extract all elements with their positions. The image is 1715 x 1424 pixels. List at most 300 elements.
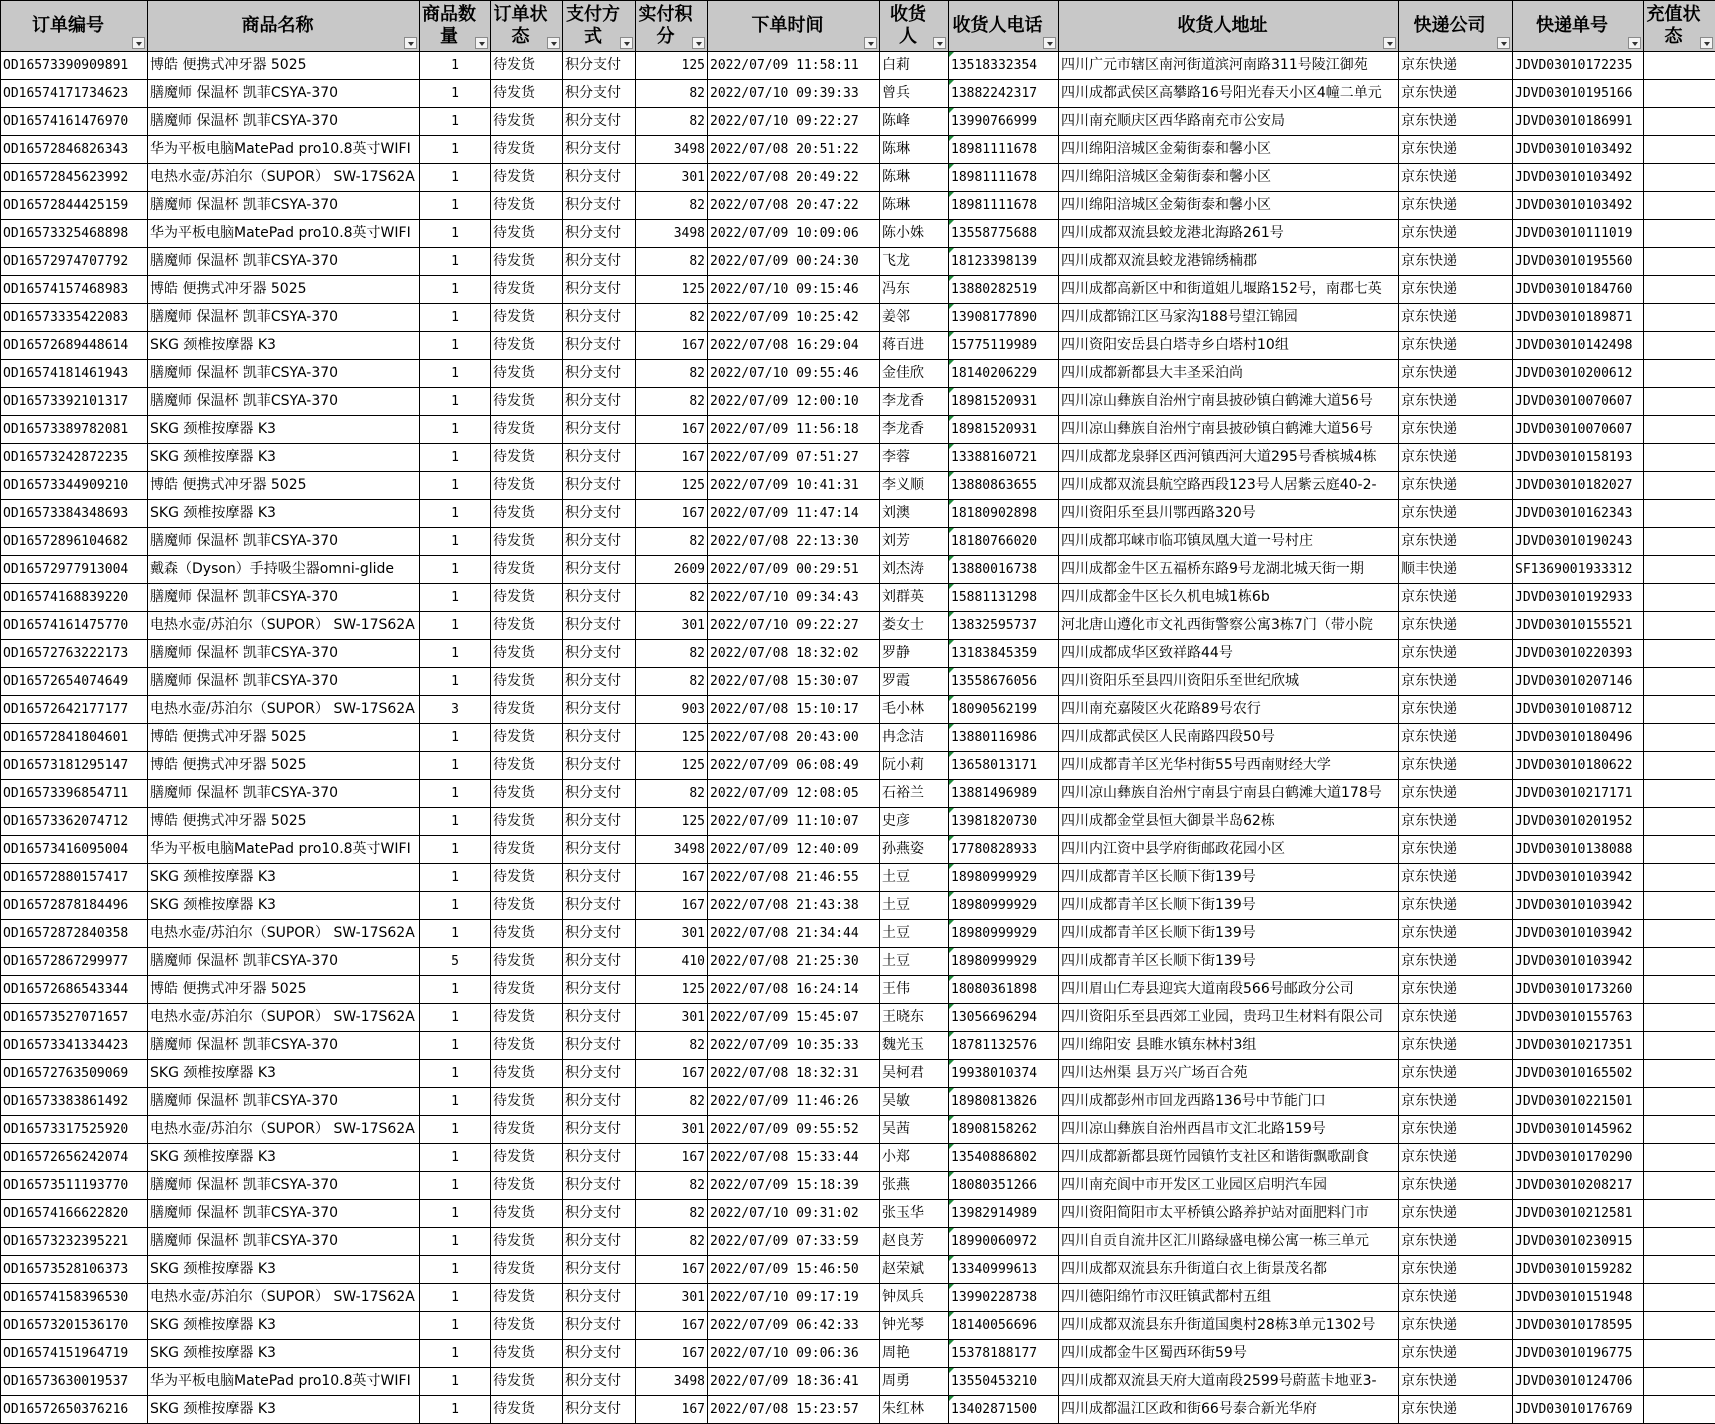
filter-dropdown-icon[interactable] (1383, 37, 1396, 49)
cell-pay[interactable]: 积分支付 (563, 696, 636, 724)
filter-dropdown-icon[interactable] (1497, 37, 1510, 49)
cell-receiver[interactable]: 陈琳 (880, 136, 949, 164)
cell-name[interactable]: 博皓 便携式冲牙器 5025 (148, 472, 420, 500)
cell-pay[interactable]: 积分支付 (563, 1396, 636, 1424)
cell-status[interactable]: 待发货 (491, 752, 563, 780)
cell-name[interactable]: 膳魔师 保温杯 凯菲CSYA-370 (148, 640, 420, 668)
cell-points[interactable]: 3498 (636, 136, 708, 164)
cell-time[interactable]: 2022/07/08 21:25:30 (708, 948, 880, 976)
cell-qty[interactable]: 5 (420, 948, 491, 976)
cell-tracking[interactable]: JDVD03010176769 (1513, 1396, 1644, 1424)
cell-phone[interactable]: 18980813826 (949, 1088, 1059, 1116)
cell-courier[interactable]: 京东快递 (1399, 528, 1513, 556)
cell-address[interactable]: 四川资阳简阳市太平桥镇公路养护站对面肥料门市 (1059, 1200, 1399, 1228)
cell-receiver[interactable]: 石裕兰 (880, 780, 949, 808)
cell-id[interactable]: OD16572763509069 (1, 1060, 148, 1088)
cell-time[interactable]: 2022/07/08 18:32:31 (708, 1060, 880, 1088)
cell-pay[interactable]: 积分支付 (563, 640, 636, 668)
cell-phone[interactable]: 15881131298 (949, 584, 1059, 612)
cell-qty[interactable]: 1 (420, 1396, 491, 1424)
cell-pay[interactable]: 积分支付 (563, 276, 636, 304)
cell-time[interactable]: 2022/07/08 15:30:07 (708, 668, 880, 696)
filter-dropdown-icon[interactable] (1700, 37, 1713, 49)
cell-status[interactable]: 待发货 (491, 1368, 563, 1396)
cell-pay[interactable]: 积分支付 (563, 920, 636, 948)
cell-qty[interactable]: 1 (420, 976, 491, 1004)
cell-charge[interactable] (1644, 528, 1715, 556)
cell-pay[interactable]: 积分支付 (563, 472, 636, 500)
cell-points[interactable]: 301 (636, 1004, 708, 1032)
cell-receiver[interactable]: 陈峰 (880, 108, 949, 136)
cell-courier[interactable]: 京东快递 (1399, 612, 1513, 640)
cell-address[interactable]: 四川凉山彝族自治州宁南县披砂镇白鹤滩大道56号 (1059, 416, 1399, 444)
cell-points[interactable]: 301 (636, 612, 708, 640)
cell-name[interactable]: SKG 颈椎按摩器 K3 (148, 892, 420, 920)
cell-address[interactable]: 四川广元市辖区南河街道滨河南路311号陵江御苑 (1059, 52, 1399, 80)
cell-points[interactable]: 82 (636, 1228, 708, 1256)
cell-address[interactable]: 四川成都金牛区蜀西环街59号 (1059, 1340, 1399, 1368)
cell-charge[interactable] (1644, 472, 1715, 500)
cell-phone[interactable]: 15378188177 (949, 1340, 1059, 1368)
cell-points[interactable]: 82 (636, 1200, 708, 1228)
cell-phone[interactable]: 13882242317 (949, 80, 1059, 108)
cell-phone[interactable]: 13518332354 (949, 52, 1059, 80)
cell-id[interactable]: OD16574181461943 (1, 360, 148, 388)
cell-time[interactable]: 2022/07/10 09:15:46 (708, 276, 880, 304)
cell-charge[interactable] (1644, 80, 1715, 108)
cell-tracking[interactable]: JDVD03010189871 (1513, 304, 1644, 332)
cell-receiver[interactable]: 冉念洁 (880, 724, 949, 752)
cell-points[interactable]: 82 (636, 528, 708, 556)
cell-courier[interactable]: 京东快递 (1399, 1312, 1513, 1340)
cell-status[interactable]: 待发货 (491, 696, 563, 724)
cell-receiver[interactable]: 刘澳 (880, 500, 949, 528)
filter-dropdown-icon[interactable] (404, 37, 417, 49)
cell-id[interactable]: OD16572650376216 (1, 1396, 148, 1424)
cell-status[interactable]: 待发货 (491, 220, 563, 248)
cell-charge[interactable] (1644, 416, 1715, 444)
cell-courier[interactable]: 京东快递 (1399, 584, 1513, 612)
cell-time[interactable]: 2022/07/10 09:55:46 (708, 360, 880, 388)
cell-phone[interactable]: 18180902898 (949, 500, 1059, 528)
cell-address[interactable]: 四川成都新都县斑竹园镇竹支社区和谐街飘歌副食 (1059, 1144, 1399, 1172)
cell-tracking[interactable]: JDVD03010103492 (1513, 136, 1644, 164)
cell-status[interactable]: 待发货 (491, 948, 563, 976)
cell-id[interactable]: OD16573181295147 (1, 752, 148, 780)
cell-receiver[interactable]: 罗霞 (880, 668, 949, 696)
cell-status[interactable]: 待发货 (491, 192, 563, 220)
cell-phone[interactable]: 18980999929 (949, 948, 1059, 976)
cell-time[interactable]: 2022/07/09 11:46:26 (708, 1088, 880, 1116)
cell-pay[interactable]: 积分支付 (563, 780, 636, 808)
cell-address[interactable]: 四川成都邛崃市临邛镇凤凰大道一号村庄 (1059, 528, 1399, 556)
cell-charge[interactable] (1644, 1312, 1715, 1340)
cell-tracking[interactable]: JDVD03010103942 (1513, 948, 1644, 976)
cell-pay[interactable]: 积分支付 (563, 1060, 636, 1088)
cell-status[interactable]: 待发货 (491, 808, 563, 836)
cell-id[interactable]: OD16573335422083 (1, 304, 148, 332)
cell-courier[interactable]: 京东快递 (1399, 416, 1513, 444)
cell-address[interactable]: 四川眉山仁寿县迎宾大道南段566号邮政分公司 (1059, 976, 1399, 1004)
cell-courier[interactable]: 京东快递 (1399, 668, 1513, 696)
cell-phone[interactable]: 13908177890 (949, 304, 1059, 332)
cell-name[interactable]: SKG 颈椎按摩器 K3 (148, 1396, 420, 1424)
cell-tracking[interactable]: JDVD03010155763 (1513, 1004, 1644, 1032)
cell-receiver[interactable]: 小郑 (880, 1144, 949, 1172)
cell-phone[interactable]: 18990060972 (949, 1228, 1059, 1256)
cell-pay[interactable]: 积分支付 (563, 612, 636, 640)
cell-name[interactable]: 博皓 便携式冲牙器 5025 (148, 976, 420, 1004)
cell-status[interactable]: 待发货 (491, 1228, 563, 1256)
cell-qty[interactable]: 1 (420, 640, 491, 668)
cell-status[interactable]: 待发货 (491, 612, 563, 640)
cell-points[interactable]: 167 (636, 1312, 708, 1340)
cell-time[interactable]: 2022/07/09 11:56:18 (708, 416, 880, 444)
cell-name[interactable]: SKG 颈椎按摩器 K3 (148, 1144, 420, 1172)
cell-address[interactable]: 四川成都武侯区高攀路16号阳光春天小区4幢二单元 (1059, 80, 1399, 108)
cell-qty[interactable]: 1 (420, 752, 491, 780)
cell-charge[interactable] (1644, 1256, 1715, 1284)
cell-tracking[interactable]: JDVD03010201952 (1513, 808, 1644, 836)
cell-points[interactable]: 167 (636, 444, 708, 472)
cell-points[interactable]: 125 (636, 976, 708, 1004)
cell-id[interactable]: OD16574161475770 (1, 612, 148, 640)
cell-phone[interactable]: 13982914989 (949, 1200, 1059, 1228)
cell-status[interactable]: 待发货 (491, 1060, 563, 1088)
cell-time[interactable]: 2022/07/09 15:45:07 (708, 1004, 880, 1032)
cell-points[interactable]: 903 (636, 696, 708, 724)
cell-time[interactable]: 2022/07/09 12:00:10 (708, 388, 880, 416)
cell-pay[interactable]: 积分支付 (563, 248, 636, 276)
cell-id[interactable]: OD16572846826343 (1, 136, 148, 164)
cell-time[interactable]: 2022/07/08 15:10:17 (708, 696, 880, 724)
cell-pay[interactable]: 积分支付 (563, 1228, 636, 1256)
filter-dropdown-icon[interactable] (692, 37, 705, 49)
cell-id[interactable]: OD16573527071657 (1, 1004, 148, 1032)
filter-dropdown-icon[interactable] (1628, 37, 1641, 49)
cell-name[interactable]: 膳魔师 保温杯 凯菲CSYA-370 (148, 192, 420, 220)
cell-courier[interactable]: 京东快递 (1399, 724, 1513, 752)
cell-status[interactable]: 待发货 (491, 556, 563, 584)
cell-id[interactable]: OD16572841804601 (1, 724, 148, 752)
cell-status[interactable]: 待发货 (491, 836, 563, 864)
cell-qty[interactable]: 1 (420, 528, 491, 556)
cell-charge[interactable] (1644, 164, 1715, 192)
cell-address[interactable]: 四川成都青羊区光华村街55号西南财经大学 (1059, 752, 1399, 780)
cell-name[interactable]: SKG 颈椎按摩器 K3 (148, 500, 420, 528)
cell-courier[interactable]: 京东快递 (1399, 1116, 1513, 1144)
cell-id[interactable]: OD16573396854711 (1, 780, 148, 808)
cell-pay[interactable]: 积分支付 (563, 892, 636, 920)
cell-phone[interactable]: 13558775688 (949, 220, 1059, 248)
cell-time[interactable]: 2022/07/08 16:29:04 (708, 332, 880, 360)
cell-address[interactable]: 四川自贡自流井区汇川路绿盛电梯公寓一栋三单元 (1059, 1228, 1399, 1256)
cell-status[interactable]: 待发货 (491, 1144, 563, 1172)
cell-phone[interactable]: 18140206229 (949, 360, 1059, 388)
cell-pay[interactable]: 积分支付 (563, 416, 636, 444)
cell-name[interactable]: 膳魔师 保温杯 凯菲CSYA-370 (148, 80, 420, 108)
cell-phone[interactable]: 18980999929 (949, 920, 1059, 948)
cell-courier[interactable]: 京东快递 (1399, 164, 1513, 192)
cell-time[interactable]: 2022/07/09 11:47:14 (708, 500, 880, 528)
cell-address[interactable]: 四川成都青羊区长顺下街139号 (1059, 920, 1399, 948)
cell-id[interactable]: OD16573201536170 (1, 1312, 148, 1340)
cell-address[interactable]: 四川成都青羊区长顺下街139号 (1059, 892, 1399, 920)
cell-name[interactable]: 电热水壶/苏泊尔（SUPOR） SW-17S62A (148, 1116, 420, 1144)
cell-time[interactable]: 2022/07/09 06:08:49 (708, 752, 880, 780)
cell-phone[interactable]: 13558676056 (949, 668, 1059, 696)
cell-status[interactable]: 待发货 (491, 892, 563, 920)
cell-points[interactable]: 301 (636, 1116, 708, 1144)
cell-tracking[interactable]: JDVD03010230915 (1513, 1228, 1644, 1256)
cell-phone[interactable]: 18981520931 (949, 388, 1059, 416)
cell-tracking[interactable]: JDVD03010158193 (1513, 444, 1644, 472)
cell-points[interactable]: 167 (636, 864, 708, 892)
cell-courier[interactable]: 京东快递 (1399, 444, 1513, 472)
cell-qty[interactable]: 1 (420, 444, 491, 472)
cell-address[interactable]: 四川成都武侯区人民南路四段50号 (1059, 724, 1399, 752)
column-header-id[interactable] (1, 1, 148, 52)
cell-qty[interactable]: 3 (420, 696, 491, 724)
cell-charge[interactable] (1644, 1172, 1715, 1200)
cell-address[interactable]: 四川成都双流县蛟龙港锦绣楠郡 (1059, 248, 1399, 276)
cell-phone[interactable]: 18980999929 (949, 892, 1059, 920)
cell-status[interactable]: 待发货 (491, 248, 563, 276)
cell-pay[interactable]: 积分支付 (563, 1004, 636, 1032)
cell-receiver[interactable]: 吴茜 (880, 1116, 949, 1144)
cell-courier[interactable]: 京东快递 (1399, 808, 1513, 836)
cell-phone[interactable]: 18180766020 (949, 528, 1059, 556)
cell-qty[interactable]: 1 (420, 1172, 491, 1200)
column-header-phone[interactable] (949, 1, 1059, 52)
cell-name[interactable]: 膳魔师 保温杯 凯菲CSYA-370 (148, 1032, 420, 1060)
cell-phone[interactable]: 13832595737 (949, 612, 1059, 640)
cell-qty[interactable]: 1 (420, 1116, 491, 1144)
cell-name[interactable]: 膳魔师 保温杯 凯菲CSYA-370 (148, 248, 420, 276)
cell-time[interactable]: 2022/07/10 09:22:27 (708, 108, 880, 136)
cell-charge[interactable] (1644, 752, 1715, 780)
cell-status[interactable]: 待发货 (491, 668, 563, 696)
cell-address[interactable]: 四川绵阳涪城区金菊街泰和馨小区 (1059, 192, 1399, 220)
cell-qty[interactable]: 1 (420, 612, 491, 640)
cell-points[interactable]: 82 (636, 388, 708, 416)
cell-points[interactable]: 301 (636, 164, 708, 192)
cell-phone[interactable]: 13880116986 (949, 724, 1059, 752)
cell-qty[interactable]: 1 (420, 52, 491, 80)
cell-courier[interactable]: 京东快递 (1399, 976, 1513, 1004)
cell-tracking[interactable]: JDVD03010103942 (1513, 864, 1644, 892)
cell-courier[interactable]: 京东快递 (1399, 192, 1513, 220)
cell-courier[interactable]: 京东快递 (1399, 304, 1513, 332)
cell-receiver[interactable]: 姜邻 (880, 304, 949, 332)
cell-receiver[interactable]: 土豆 (880, 892, 949, 920)
cell-receiver[interactable]: 阮小莉 (880, 752, 949, 780)
cell-name[interactable]: SKG 颈椎按摩器 K3 (148, 1312, 420, 1340)
cell-points[interactable]: 125 (636, 276, 708, 304)
cell-qty[interactable]: 1 (420, 332, 491, 360)
cell-charge[interactable] (1644, 1004, 1715, 1032)
cell-tracking[interactable]: JDVD03010162343 (1513, 500, 1644, 528)
cell-name[interactable]: 膳魔师 保温杯 凯菲CSYA-370 (148, 668, 420, 696)
cell-phone[interactable]: 18080361898 (949, 976, 1059, 1004)
cell-id[interactable]: OD16572686543344 (1, 976, 148, 1004)
cell-address[interactable]: 四川凉山彝族自治州西昌市文汇北路159号 (1059, 1116, 1399, 1144)
cell-charge[interactable] (1644, 1088, 1715, 1116)
cell-address[interactable]: 四川资阳乐至县西郊工业园，贵玛卫生材料有限公司 (1059, 1004, 1399, 1032)
cell-receiver[interactable]: 王伟 (880, 976, 949, 1004)
cell-qty[interactable]: 1 (420, 1088, 491, 1116)
cell-status[interactable]: 待发货 (491, 500, 563, 528)
cell-receiver[interactable]: 李龙香 (880, 388, 949, 416)
cell-phone[interactable]: 13183845359 (949, 640, 1059, 668)
cell-qty[interactable]: 1 (420, 584, 491, 612)
cell-receiver[interactable]: 钟凤兵 (880, 1284, 949, 1312)
cell-name[interactable]: 膳魔师 保温杯 凯菲CSYA-370 (148, 948, 420, 976)
cell-status[interactable]: 待发货 (491, 332, 563, 360)
cell-charge[interactable] (1644, 136, 1715, 164)
cell-time[interactable]: 2022/07/08 15:23:57 (708, 1396, 880, 1424)
cell-time[interactable]: 2022/07/09 10:25:42 (708, 304, 880, 332)
cell-id[interactable]: OD16573384348693 (1, 500, 148, 528)
cell-name[interactable]: 膳魔师 保温杯 凯菲CSYA-370 (148, 780, 420, 808)
cell-address[interactable]: 四川成都青羊区长顺下街139号 (1059, 948, 1399, 976)
cell-receiver[interactable]: 孙燕姿 (880, 836, 949, 864)
cell-id[interactable]: OD16573317525920 (1, 1116, 148, 1144)
cell-pay[interactable]: 积分支付 (563, 1284, 636, 1312)
cell-id[interactable]: OD16573511193770 (1, 1172, 148, 1200)
cell-phone[interactable]: 18080351266 (949, 1172, 1059, 1200)
cell-id[interactable]: OD16572880157417 (1, 864, 148, 892)
cell-status[interactable]: 待发货 (491, 444, 563, 472)
cell-qty[interactable]: 1 (420, 500, 491, 528)
cell-pay[interactable]: 积分支付 (563, 808, 636, 836)
cell-receiver[interactable]: 钟光琴 (880, 1312, 949, 1340)
cell-status[interactable]: 待发货 (491, 1032, 563, 1060)
cell-phone[interactable]: 18981111678 (949, 192, 1059, 220)
cell-receiver[interactable]: 刘芳 (880, 528, 949, 556)
cell-courier[interactable]: 京东快递 (1399, 1172, 1513, 1200)
cell-points[interactable]: 82 (636, 304, 708, 332)
cell-tracking[interactable]: JDVD03010103492 (1513, 192, 1644, 220)
cell-id[interactable]: OD16573362074712 (1, 808, 148, 836)
cell-address[interactable]: 四川南充嘉陵区火花路89号农行 (1059, 696, 1399, 724)
cell-tracking[interactable]: JDVD03010195166 (1513, 80, 1644, 108)
cell-tracking[interactable]: JDVD03010180496 (1513, 724, 1644, 752)
cell-receiver[interactable]: 赵荣斌 (880, 1256, 949, 1284)
cell-charge[interactable] (1644, 332, 1715, 360)
cell-pay[interactable]: 积分支付 (563, 220, 636, 248)
cell-charge[interactable] (1644, 1032, 1715, 1060)
cell-pay[interactable]: 积分支付 (563, 948, 636, 976)
cell-address[interactable]: 四川南充阆中市开发区工业园区启明汽车园 (1059, 1172, 1399, 1200)
cell-id[interactable]: OD16573341334423 (1, 1032, 148, 1060)
cell-points[interactable]: 125 (636, 52, 708, 80)
cell-time[interactable]: 2022/07/08 20:51:22 (708, 136, 880, 164)
cell-charge[interactable] (1644, 640, 1715, 668)
cell-qty[interactable]: 1 (420, 864, 491, 892)
cell-points[interactable]: 82 (636, 360, 708, 388)
cell-qty[interactable]: 1 (420, 108, 491, 136)
cell-status[interactable]: 待发货 (491, 640, 563, 668)
cell-address[interactable]: 四川成都彭州市回龙西路136号中节能门口 (1059, 1088, 1399, 1116)
cell-tracking[interactable]: JDVD03010212581 (1513, 1200, 1644, 1228)
cell-status[interactable]: 待发货 (491, 52, 563, 80)
cell-tracking[interactable]: JDVD03010070607 (1513, 388, 1644, 416)
cell-receiver[interactable]: 陈琳 (880, 192, 949, 220)
cell-charge[interactable] (1644, 948, 1715, 976)
cell-phone[interactable]: 18981111678 (949, 136, 1059, 164)
cell-tracking[interactable]: JDVD03010145962 (1513, 1116, 1644, 1144)
cell-charge[interactable] (1644, 500, 1715, 528)
cell-name[interactable]: 膳魔师 保温杯 凯菲CSYA-370 (148, 304, 420, 332)
cell-address[interactable]: 四川成都锦江区马家沟188号望江锦园 (1059, 304, 1399, 332)
cell-receiver[interactable]: 白莉 (880, 52, 949, 80)
cell-pay[interactable]: 积分支付 (563, 584, 636, 612)
cell-id[interactable]: OD16572763222173 (1, 640, 148, 668)
cell-courier[interactable]: 京东快递 (1399, 52, 1513, 80)
cell-pay[interactable]: 积分支付 (563, 332, 636, 360)
filter-dropdown-icon[interactable] (475, 37, 488, 49)
cell-id[interactable]: OD16572867299977 (1, 948, 148, 976)
cell-id[interactable]: OD16573232395221 (1, 1228, 148, 1256)
cell-tracking[interactable]: JDVD03010200612 (1513, 360, 1644, 388)
cell-tracking[interactable]: JDVD03010184760 (1513, 276, 1644, 304)
cell-tracking[interactable]: JDVD03010170290 (1513, 1144, 1644, 1172)
cell-phone[interactable]: 18140056696 (949, 1312, 1059, 1340)
cell-receiver[interactable]: 陈琳 (880, 164, 949, 192)
cell-charge[interactable] (1644, 52, 1715, 80)
cell-points[interactable]: 167 (636, 1340, 708, 1368)
cell-tracking[interactable]: JDVD03010103942 (1513, 892, 1644, 920)
cell-address[interactable]: 四川成都青羊区长顺下街139号 (1059, 864, 1399, 892)
cell-receiver[interactable]: 土豆 (880, 864, 949, 892)
cell-name[interactable]: 博皓 便携式冲牙器 5025 (148, 752, 420, 780)
cell-qty[interactable]: 1 (420, 1004, 491, 1032)
cell-phone[interactable]: 13990766999 (949, 108, 1059, 136)
cell-address[interactable]: 四川成都高新区中和街道姐儿堰路152号，南郡七英 (1059, 276, 1399, 304)
cell-name[interactable]: SKG 颈椎按摩器 K3 (148, 864, 420, 892)
cell-pay[interactable]: 积分支付 (563, 1256, 636, 1284)
cell-name[interactable]: 膳魔师 保温杯 凯菲CSYA-370 (148, 1228, 420, 1256)
cell-pay[interactable]: 积分支付 (563, 724, 636, 752)
cell-time[interactable]: 2022/07/09 07:51:27 (708, 444, 880, 472)
cell-address[interactable]: 四川成都龙泉驿区西河镇西河大道295号香槟城4栋 (1059, 444, 1399, 472)
cell-courier[interactable]: 京东快递 (1399, 752, 1513, 780)
cell-address[interactable]: 四川凉山彝族自治州宁南县宁南县白鹤滩大道178号 (1059, 780, 1399, 808)
filter-dropdown-icon[interactable] (933, 37, 946, 49)
cell-phone[interactable]: 18908158262 (949, 1116, 1059, 1144)
column-header-pay[interactable] (563, 1, 636, 52)
column-header-tracking[interactable] (1513, 1, 1644, 52)
cell-pay[interactable]: 积分支付 (563, 1144, 636, 1172)
cell-receiver[interactable]: 毛小林 (880, 696, 949, 724)
cell-time[interactable]: 2022/07/10 09:22:27 (708, 612, 880, 640)
cell-status[interactable]: 待发货 (491, 1312, 563, 1340)
cell-charge[interactable] (1644, 1368, 1715, 1396)
cell-id[interactable]: OD16573416095004 (1, 836, 148, 864)
cell-status[interactable]: 待发货 (491, 416, 563, 444)
cell-tracking[interactable]: JDVD03010173260 (1513, 976, 1644, 1004)
cell-pay[interactable]: 积分支付 (563, 976, 636, 1004)
cell-phone[interactable]: 13388160721 (949, 444, 1059, 472)
cell-time[interactable]: 2022/07/08 15:33:44 (708, 1144, 880, 1172)
cell-courier[interactable]: 顺丰快递 (1399, 556, 1513, 584)
cell-time[interactable]: 2022/07/08 21:46:55 (708, 864, 880, 892)
cell-phone[interactable]: 13881496989 (949, 780, 1059, 808)
cell-address[interactable]: 四川成都金牛区长久机电城1栋6b (1059, 584, 1399, 612)
cell-time[interactable]: 2022/07/09 15:18:39 (708, 1172, 880, 1200)
cell-address[interactable]: 河北唐山遵化市文礼西街警察公寓3栋7门（带小院 (1059, 612, 1399, 640)
